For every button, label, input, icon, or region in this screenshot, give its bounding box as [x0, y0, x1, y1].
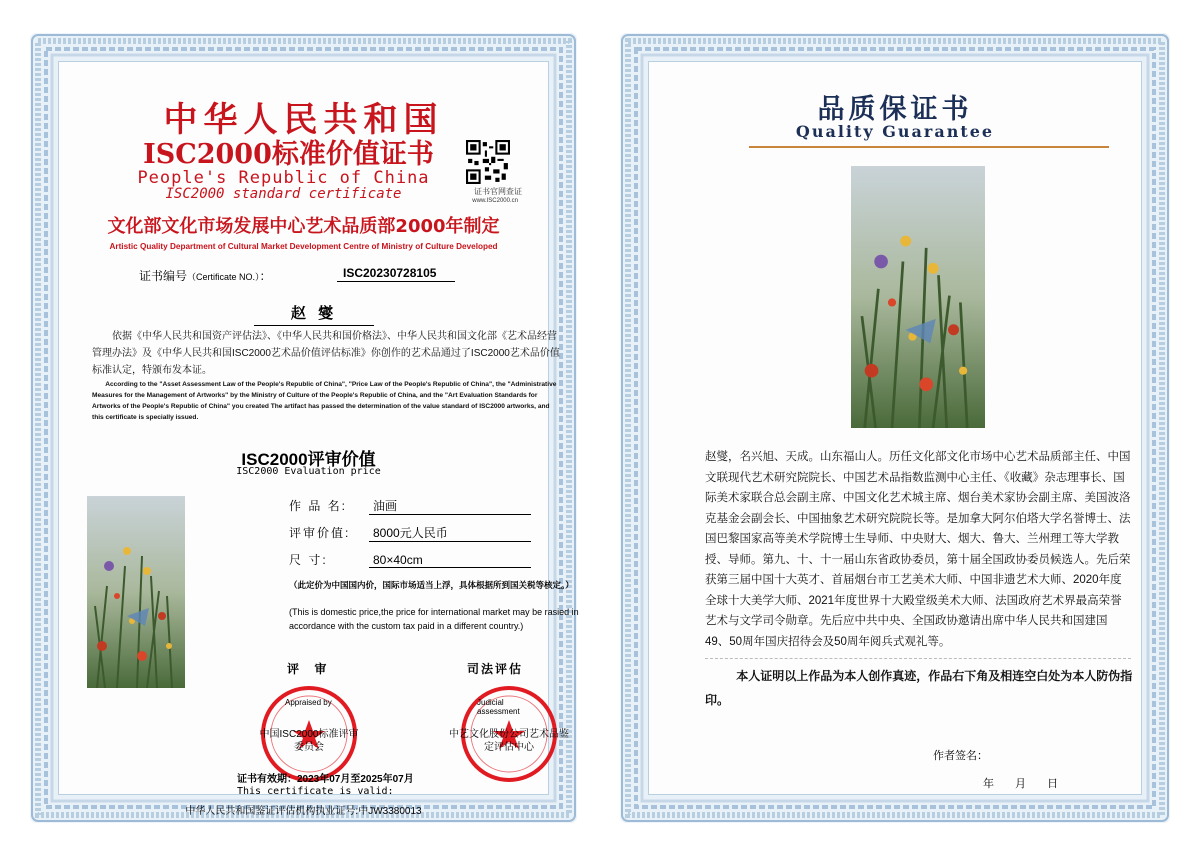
guarantee-title: 品质保证书	[817, 94, 973, 125]
price-note-en: (This is domestic price,the price for international market may be rasied in accordance with the custom tax paid in a different country.)	[289, 607, 579, 631]
evaluation-subtitle: ISC2000 Evaluation price	[236, 466, 381, 477]
work-name-label: 作 品 名:	[289, 499, 348, 513]
validity-period: 证书有效期：2023年07月至2025年07月	[237, 774, 414, 785]
artwork-image	[851, 166, 985, 428]
guarantee-subtitle: Quality Guarantee	[795, 122, 995, 141]
title-divider	[749, 146, 1109, 148]
size-row	[289, 551, 531, 568]
certificate-no-label	[139, 267, 272, 284]
authenticity-statement: 本人证明以上作品为本人创作真迹，作品右下角及相连空白处为本人防伪指印。	[705, 669, 1133, 707]
judicial-heading: 司法评估	[467, 662, 524, 676]
price-row	[289, 524, 531, 542]
appraisal-heading: 评 审	[287, 662, 333, 676]
artwork-thumbnail	[87, 496, 185, 688]
date-label: 年 月 日	[983, 778, 1059, 790]
judicial-organization: 中艺文化股份公司艺术品鉴定评估中心	[449, 729, 569, 753]
department-en: Artistic Quality Department of Cultural Market Development Centre of Ministry of Culture Developed	[109, 242, 498, 251]
appraised-by-en: Appraised by	[285, 698, 332, 707]
license-number: 中华人民共和国鉴证评估机构执业证号:中JW3380013	[185, 806, 422, 817]
validity-en: This certificate is valid:	[237, 786, 394, 797]
certificate-body	[58, 61, 579, 817]
appraisal-organization: 中国ISC2000标准评审委员会	[259, 729, 359, 753]
work-name-value: 油画	[369, 497, 531, 515]
size-value: 80×40cm	[369, 553, 531, 568]
qr-code	[466, 140, 510, 184]
evaluation-title: ISC2000评审价值	[241, 450, 376, 469]
signature-label: 作者签名：	[933, 750, 988, 762]
statement-divider	[705, 658, 1131, 659]
quality-guarantee-certificate	[620, 33, 1170, 823]
work-name-row	[289, 497, 531, 515]
title-certificate: ISC2000标准价值证书	[143, 139, 434, 170]
certificate-no-label-en: （Certificate NO.）	[187, 272, 260, 282]
subtitle-english: ISC2000 standard certificate	[165, 186, 402, 202]
price-note-cn: （此定价为中国国内价，国际市场适当上浮，具体根据所到国关税等核定。）	[289, 580, 574, 590]
statement-cn: 依据《中华人民共和国资产评估法》、《中华人民共和国价格法》、中华人民共和国文化部《艺术品经营管理办法》及《中华人民共和国ISC2000艺术品价值评估标准》你创作的艺术品通过了ISC2000艺术品价值标准认定，特颁布发本证。	[92, 331, 560, 376]
title-english: People's Republic of China	[137, 168, 430, 188]
certificate-body	[648, 61, 1142, 795]
evaluation-certificate	[30, 33, 577, 823]
certificate-no-label-cn: 证书编号	[139, 269, 188, 283]
artist-biography: 赵燮，名兴旭、天成。山东福山人。历任文化部文化市场中心艺术品质部主任、中国文联现代艺术研究院院长、中国艺术品指数监测中心主任、《收藏》杂志理事长、国际美术家联合总会副主席、中国文化艺术城主席、烟台美术家协会副主席、美国波洛克基金会副会长、中国抽象艺术研究院院长等。是加拿大阿尔伯塔大学名誉博士、法国巴黎国家高等美术学院博士生导师、中央财大、烟大、鲁大、兰州理工等大学教授、导师。第九、十、十一届山东省政协委员，第十届全国政协委员候选人。先后荣获第三届中国十大英才、首届烟台市工艺美术大师、中国非遗艺术大师、2020年度全球十大美学大师、2021年度世界十大殿堂级美术大师、法国政府艺术界最高荣誉艺术与文学司令勋章。先后应中共中央、全国政协邀请出席中华人民共和国建国49、50周年国庆招待会及50周年阅兵式观礼等。	[705, 451, 1131, 648]
statement-en: According to the "Asset Assessment Law of the People's Republic of China", "Price Law of the People's Republic of China", the "Administrative Measures for the Management of Artworks" by the Ministry of Culture of the People's Republic of China, and the "Art Evaluation Standards for Artworks of the People's Republic of China" you created The artifact has passed the determination of the value standard of ISC2000 artworks, and this certificate is specially issued.	[92, 381, 557, 421]
title-country: 中华人民共和国	[163, 100, 444, 140]
department-cn: 文化部文化市场发展中心艺术品质部2000年制定	[107, 216, 500, 237]
qr-url: www.ISC2000.cn	[472, 198, 518, 204]
certificate-no-value: ISC20230728105	[337, 266, 455, 282]
certificate-no-colon: ：	[259, 269, 272, 283]
qr-caption: 证书官网查证	[474, 187, 522, 196]
price-value: 8000元人民币	[369, 524, 531, 542]
artist-name: 赵 燮	[254, 302, 374, 326]
judicial-assessment-en: Judicial assessment	[477, 698, 520, 716]
size-label: 尺 寸:	[289, 553, 328, 567]
price-label: 评审价值:	[289, 526, 351, 540]
